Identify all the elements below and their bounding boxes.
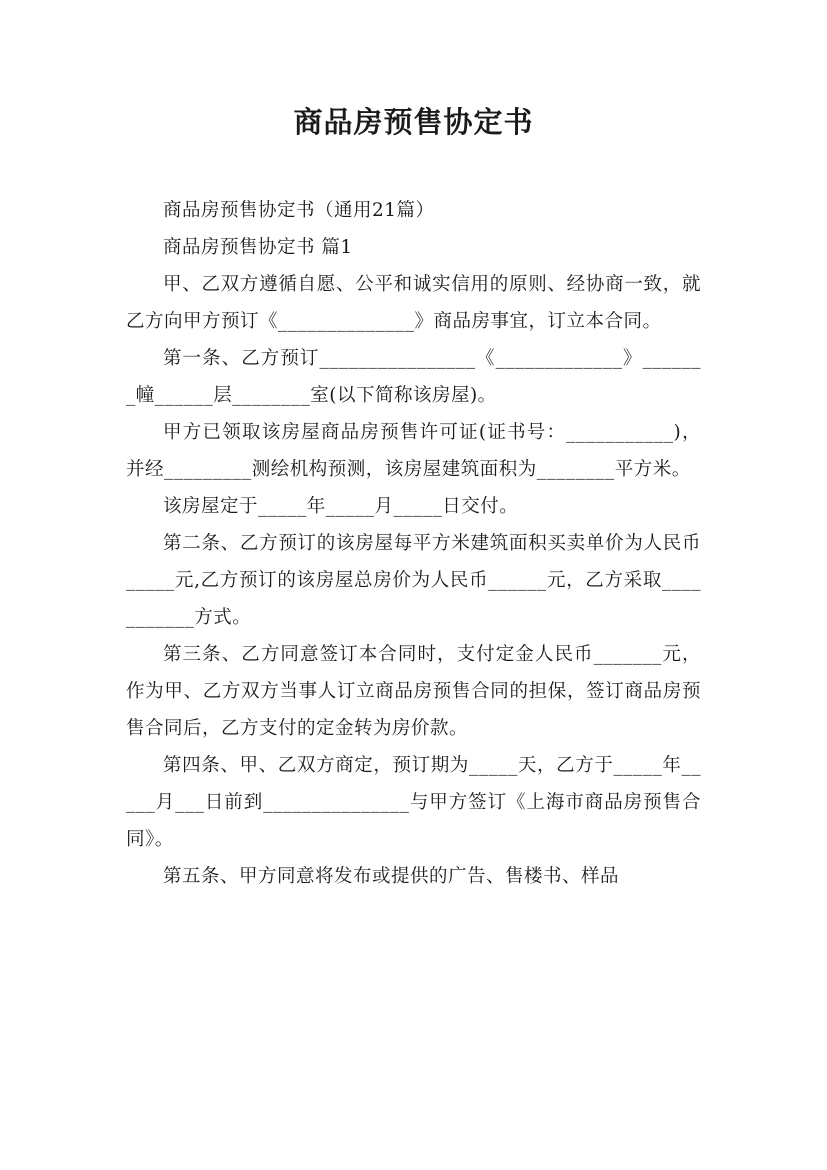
paragraph-article-5: 第五条、甲方同意将发布或提供的广告、售楼书、样品: [163, 866, 620, 887]
paragraph-permit: 甲方已领取该房屋商品房预售许可证(证书号：___________)，并经_________测绘机构预测，该房屋建筑面积为________平方米。: [126, 422, 701, 480]
paragraph-section-heading: 商品房预售协定书 篇1: [163, 237, 353, 258]
paragraph-preamble: 甲、乙双方遵循自愿、公平和诚实信用的原则、经协商一致，就乙方向甲方预订《______________》商品房事宜，订立本合同。: [126, 274, 701, 332]
paragraph-article-3: 第三条、乙方同意签订本合同时，支付定金人民币_______元，作为甲、乙方双方当事人订立商品房预售合同的担保，签订商品房预售合同后，乙方支付的定金转为房价款。: [126, 644, 701, 739]
paragraph-article-2: 第二条、乙方预订的该房屋每平方米建筑面积买卖单价为人民币_____元,乙方预订的该房屋总房价为人民币______元，乙方采取___________方式。: [126, 533, 701, 628]
paragraph-article-4: 第四条、甲、乙双方商定，预订期为_____天，乙方于_____年_____月___日前到_______________与甲方签订《上海市商品房预售合同》。: [126, 755, 701, 850]
paragraph-delivery-date: 该房屋定于_____年_____月_____日交付。: [163, 496, 519, 517]
document-body: [126, 192, 701, 895]
document-title: 商品房预售协定书: [293, 105, 534, 139]
paragraph-subtitle: 商品房预售协定书（通用21篇）: [163, 200, 435, 221]
paragraph-article-1: 第一条、乙方预订________________《_____________》_______幢______层________室(以下简称该房屋)。: [126, 348, 701, 406]
